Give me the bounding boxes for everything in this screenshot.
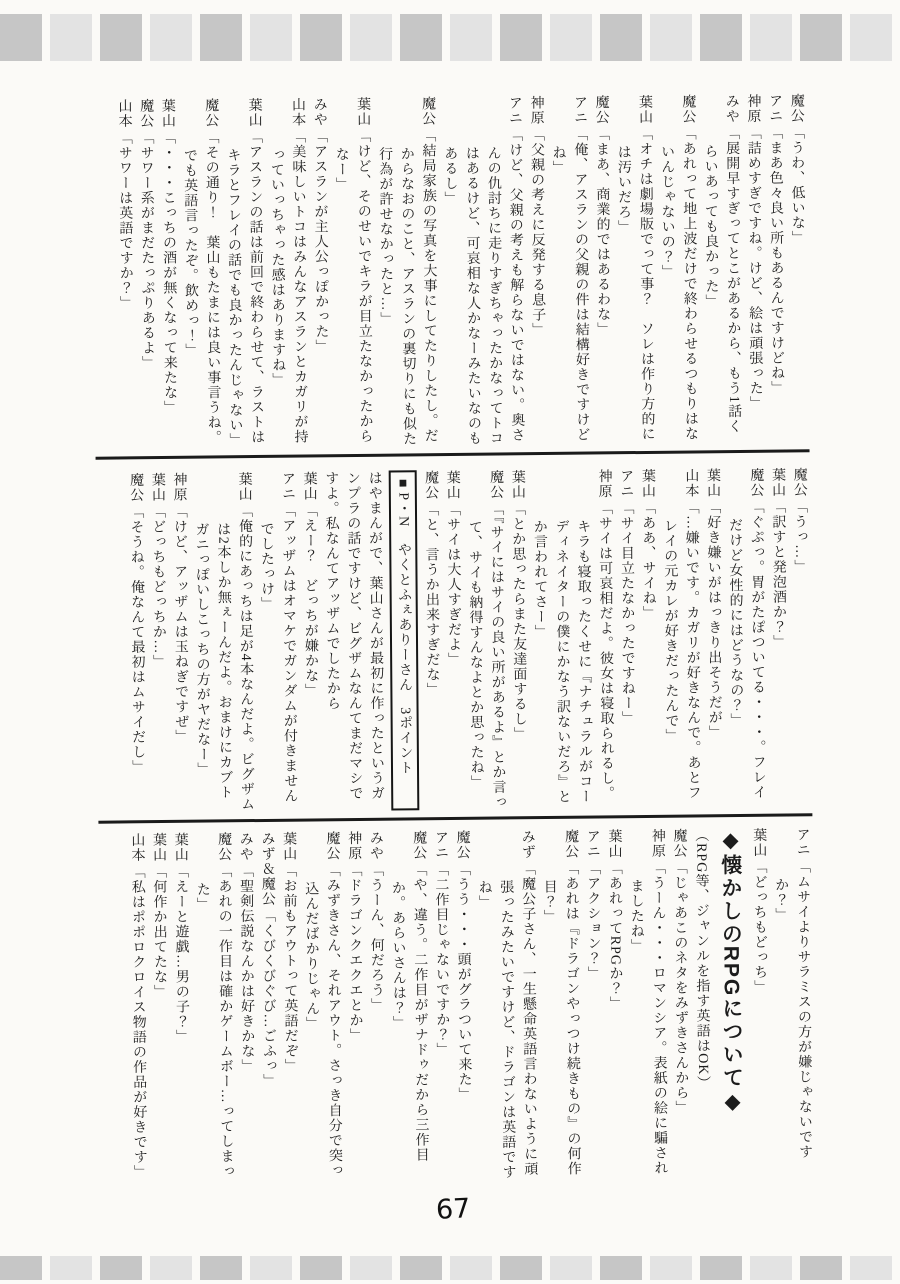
- dialogue-entry: [330, 97, 376, 447]
- dialogue-entry: [147, 832, 171, 1184]
- speaker-label: 葉山: [354, 96, 371, 127]
- dialogue-entry: [785, 93, 809, 443]
- speaker-label: アニ: [794, 827, 810, 858]
- dialogue-entry: [178, 98, 224, 448]
- speaker-label: 魔公: [671, 828, 687, 859]
- dialogue-text: 「俺、アスランの父親の件は結構好きですけどね」: [550, 126, 590, 443]
- dialogue-text: 「私はポポロクロイス物語の作品が好きです」: [129, 864, 147, 1180]
- dialogue-text: 「えー？ どっちが嫌かな」: [301, 503, 319, 699]
- dialogue-text: 「好き嫌いがはっきり出そうだが」: [705, 499, 723, 740]
- dialogue-text: 「お前もアウトって英語だぞ」: [281, 863, 298, 1074]
- speaker-label: 葉山: [606, 828, 622, 859]
- dialogue-text: 「アスランが主人公っぽかった」: [311, 128, 329, 355]
- dialogue-entry: [473, 829, 541, 1182]
- dialogue-text: 「訳すと発泡酒か？」: [770, 499, 787, 650]
- dialogue-text: 「けど、父親の考えも解らないではない。奥さんの仇討ちに走りすぎちゃったかなってトコはあるけど、可哀相な人かなーみたいなのもあるし」: [442, 127, 525, 446]
- dialogue-text: 「あれは『ドラゴンやっつけ続きもの』の何作目？」: [541, 860, 581, 1177]
- section-heading: [716, 828, 746, 1180]
- dialogue-text: 「うーん・・・ロマンシア。表紙の絵に騙されましたね」: [628, 860, 668, 1176]
- dialogue-text: 「あれって地上波だけで終わらせるつもりはないんじゃないの？」: [658, 126, 699, 442]
- dialogue-entry: [655, 94, 701, 444]
- speaker-label: アニ: [432, 830, 449, 861]
- dialogue-text: 「うう・・・頭がグラついて来た」: [454, 861, 472, 1102]
- speaker-label: みず: [519, 829, 535, 860]
- dialogue-entry: [221, 97, 267, 447]
- speaker-label: 葉山: [236, 471, 252, 502]
- dialogue-text: 「魔公子さん、一生懸命英語言わないように頑張ったみたいですけど、ドラゴンは英語ですね」: [476, 861, 538, 1180]
- dialogue-text: 「アスランの話は前回で終わらせて、ラストはキラとフレイの話でも良かったんじゃない」: [225, 129, 265, 448]
- speaker-label: 葉山: [150, 832, 167, 863]
- dialogue-block-middle: [94, 467, 813, 813]
- dialogue-text: 「みずきさん、それアウト。さっき自分で突っ込んだばかりじゃん」: [303, 862, 343, 1178]
- speaker-label: みや: [723, 93, 739, 124]
- dialogue-entry: [763, 93, 787, 443]
- dialogue-entry: [373, 96, 441, 447]
- dialogue-entry: [546, 95, 592, 445]
- pen-name-credit-box: [389, 470, 419, 810]
- dialogue-text: 「と、言うか出来すぎだな」: [423, 502, 440, 698]
- dialogue-entry: [528, 469, 617, 810]
- speaker-label: 葉山: [172, 832, 188, 863]
- speaker-label: 魔公: [563, 829, 579, 860]
- speaker-label: 山本: [116, 98, 132, 129]
- dialogue-entry: [581, 829, 605, 1181]
- section-divider-1: [96, 449, 810, 459]
- speaker-label: 魔公: [216, 831, 232, 862]
- dialogue-text: 「何作か出てたな」: [151, 864, 168, 1000]
- dialogue-text: 「じゃあこのネタをみずきさんから」: [671, 860, 689, 1116]
- dialogue-entry: [668, 828, 692, 1180]
- dialogue-entry: [788, 467, 812, 807]
- speaker-label: 葉山: [509, 469, 525, 500]
- dialogue-text: 「どっちもどっち」: [751, 859, 768, 995]
- speaker-label: 葉山: [639, 468, 656, 499]
- dialogue-entry: [525, 95, 549, 445]
- dialogue-text: 「展開早すぎってとこがあるから、もう1話くらいあっても良かった」: [702, 125, 742, 434]
- dialogue-entry: [612, 94, 658, 444]
- speaker-label: 魔公: [593, 94, 609, 125]
- dialogue-entry: [698, 94, 744, 444]
- dialogue-text: 「二作目じゃないですか？」: [433, 862, 450, 1058]
- dialogue-entry: [191, 832, 237, 1184]
- dialogue-entry: [658, 468, 704, 808]
- speaker-label: 葉山: [301, 471, 317, 502]
- speaker-label: みや: [367, 830, 384, 861]
- dialogue-text: 「あれの一作目は確かゲームボー…ってしまった」: [194, 863, 234, 1179]
- speaker-label: 山本: [129, 832, 145, 863]
- dialogue-text: 「くびくびぐび…ごふっ」: [259, 908, 277, 1089]
- speaker-label: 葉山: [444, 469, 460, 501]
- dialogue-entry: [769, 827, 815, 1179]
- dialogue-entry: [298, 471, 322, 811]
- speaker-label: 葉山: [769, 467, 786, 498]
- dialogue-entry: [614, 469, 638, 809]
- dialogue-text: 「どっちもどっちか…」: [149, 504, 167, 670]
- speaker-label: 魔公: [128, 472, 144, 503]
- section-heading: ◆懐かしのRPGについて◆: [718, 827, 744, 1116]
- dialogue-text: 「うーん、何だろう」: [368, 862, 385, 1013]
- page-number: 67: [435, 1193, 472, 1226]
- speaker-label: みず＆魔公: [259, 831, 275, 907]
- dialogue-text: 「アクション？」: [584, 860, 601, 981]
- rule-note: （RPG等、ジャンルを指す英語はOK）: [693, 827, 711, 1091]
- speaker-label: 神原: [596, 468, 612, 499]
- section-divider-2: [98, 813, 812, 823]
- dialogue-text: 「あれってRPGか？」: [606, 860, 623, 1012]
- speaker-label: 魔公: [138, 98, 154, 129]
- dialogue-entry: [429, 830, 453, 1182]
- dialogue-entry: [189, 472, 257, 813]
- speaker-label: みや: [311, 96, 327, 128]
- dialogue-text: 「ああ、サイね」: [640, 500, 657, 621]
- dialogue-entry: [265, 97, 311, 447]
- dialogue-text: 「ムサイよりサラミスの方が嫌じゃないですか？」: [773, 859, 813, 1160]
- dialogue-entry: [624, 828, 670, 1180]
- dialogue-entry: [603, 829, 627, 1181]
- speaker-label: 魔公: [791, 467, 807, 498]
- speaker-label: 葉山: [246, 97, 262, 128]
- dialogue-entry: [169, 832, 193, 1184]
- speaker-label: 神原: [171, 472, 187, 503]
- speaker-label: 魔公: [324, 830, 340, 861]
- speaker-label: 魔公: [203, 97, 219, 128]
- dialogue-entry: [256, 831, 280, 1183]
- speaker-label: アニ: [767, 93, 783, 124]
- speaker-label: 神原: [346, 830, 362, 861]
- dialogue-entry: [168, 472, 192, 812]
- dialogue-entry: [299, 831, 345, 1183]
- reader-letter-text: [320, 471, 388, 812]
- dialogue-text: 「とか思ったらまた友達面するし」: [509, 501, 527, 742]
- dialogue-text: 「サイは可哀相だよ。彼女は寝取られるし。キラも寝取ったくせに『ナチュラルがコーディネイターの僕にかなう訳ないだろ』とか言われてさー」: [531, 500, 615, 804]
- dialogue-text: 「・・・こっちの酒が無くなって来たな」: [160, 130, 178, 416]
- speaker-label: 葉山: [636, 94, 653, 125]
- dialogue-entry: [723, 468, 769, 808]
- dialogue-entry: [419, 470, 443, 810]
- speaker-label: 魔公: [788, 93, 804, 124]
- dialogue-entry: [742, 94, 766, 444]
- dialogue-entry: [538, 829, 584, 1181]
- dialogue-text: 「父親の考えに反発する息子」: [528, 127, 546, 338]
- dialogue-entry: [451, 830, 475, 1182]
- dialogue-text: 「アッザムはオマケでガンダムが付きませんでしたっけ」: [258, 503, 298, 804]
- dialogue-entry: [124, 472, 148, 812]
- dialogue-entry: [113, 98, 137, 448]
- dialogue-text: 「サワー系がまだたっぷりあるよ」: [138, 130, 156, 371]
- dialogue-text: 「『サイにはサイの良い所があるよ』とか言って、サイも納得すんなよとか思ったね」: [466, 501, 506, 810]
- dialogue-entry: [506, 469, 530, 809]
- speaker-label: アニ: [571, 94, 588, 126]
- speaker-label: 魔公: [748, 467, 764, 498]
- dialogue-entry: [156, 98, 180, 448]
- speaker-label: 葉山: [159, 98, 176, 129]
- dialogue-text: 「ドラゴンクエクエとか」: [346, 862, 363, 1043]
- speaker-label: アニ: [584, 828, 600, 859]
- dialogue-text: 「サイ目立たなかったですねー」: [618, 500, 636, 726]
- checker-border-bottom: [0, 1256, 900, 1280]
- speaker-label: 魔公: [422, 470, 439, 501]
- speaker-label: 神原: [745, 93, 761, 124]
- dialogue-text: 「ぐぷっ。胃がたぽついてる・・・。フレイだけど女性的にはどうなの？」: [726, 499, 766, 800]
- dialogue-text: 「えーと遊戯…男の子？」: [172, 864, 190, 1045]
- dialogue-entry: [701, 468, 725, 808]
- dialogue-text: 「サイは大人すぎだよ」: [444, 501, 462, 668]
- dialogue-block-top: [91, 93, 810, 449]
- dialogue-text: 「けど、そのせいでキラが目立たなかったからなー」: [333, 128, 373, 444]
- dialogue-text: 「結局家族の写真を大事にしてたりしたし。だからなおのこと、アスランの裏切りにも似た行為が許せなかったと…」: [377, 128, 438, 447]
- dialogue-entry: [277, 831, 301, 1183]
- dialogue-text: 「そうね。俺なんて最初はムサイだし」: [128, 504, 146, 775]
- speaker-label: アニ: [618, 468, 634, 499]
- dialogue-text: 「うっ…」: [791, 499, 808, 575]
- dialogue-entry: [146, 472, 170, 812]
- dialogue-text: 「まあ、商業的ではあるわな」: [593, 126, 611, 337]
- dialogue-entry: [254, 471, 300, 811]
- dialogue-entry: [590, 95, 614, 445]
- dialogue-entry: [441, 470, 465, 810]
- speaker-label: アニ: [279, 471, 296, 502]
- speaker-label: みや: [237, 831, 253, 862]
- dialogue-text: 「うわ、低いな」: [788, 125, 805, 246]
- speaker-label: 魔公: [454, 829, 470, 860]
- dialogue-entry: [747, 827, 771, 1179]
- speaker-label: 魔公: [680, 94, 696, 125]
- dialogue-entry: [308, 97, 332, 447]
- dialogue-entry: [766, 467, 790, 807]
- dialogue-block-bottom: [97, 827, 816, 1185]
- dialogue-text: 「その通り！ 葉山もたまには良い事言うね。でも英語言ったぞ。飲めっ！」: [181, 129, 221, 445]
- dialogue-entry: [438, 95, 527, 446]
- pen-name-credit-box: ■P・N やくとふぇありーさん 3ポイント: [395, 476, 413, 776]
- dialogue-text: 「や、違う。二作目がザナドゥだから三作目か。あらいさんは？」: [389, 862, 429, 1163]
- speaker-label: 魔公: [420, 96, 436, 127]
- speaker-label: 山本: [683, 468, 699, 499]
- dialogue-text: 「けど、アッザムは玉ねぎですぜ」: [171, 504, 189, 745]
- dialogue-text: 「俺的にあっちは足が4本なんだよ。ビグザムは2本しか無ぇーんだよ。おまけにカブトガニっぽいしこっちの方がヤだなー」: [193, 503, 255, 812]
- dialogue-text: 「サワーは英語ですか？」: [116, 130, 134, 311]
- speaker-label: 神原: [528, 95, 544, 126]
- dialogue-entry: [386, 830, 432, 1182]
- dialogue-text: 「美味しいトコはみんなアスランとカガリが持っていっちゃった感はありますね」: [268, 129, 308, 445]
- dialogue-entry: [126, 832, 150, 1184]
- dialogue-text: 「オチは劇場版でって事？ ソレは作り方的には汚いだろ」: [615, 126, 655, 442]
- dialogue-text: 「まあ色々良い所もあるんですけどね」: [767, 125, 785, 396]
- dialogue-text: 「…嫌いです。カガリが好きなんで。あとフレイの元カレが好きだったんで」: [661, 500, 701, 801]
- dialogue-entry: [463, 470, 509, 810]
- speaker-label: 山本: [289, 97, 306, 128]
- dialogue-entry: [342, 831, 366, 1183]
- speaker-label: 葉山: [751, 827, 767, 858]
- speaker-label: 葉山: [149, 472, 165, 503]
- dialogue-entry: [636, 468, 660, 808]
- speaker-label: 魔公: [488, 469, 504, 500]
- dialogue-entry: [234, 832, 258, 1184]
- rule-note: [689, 828, 713, 1180]
- speaker-label: アニ: [506, 95, 523, 126]
- dialogue-entry: [134, 98, 158, 448]
- speaker-label: 葉山: [281, 831, 297, 862]
- reader-letter-text: はやまんがで、葉山さんが最初に作ったというガンプラの話ですけど、ビグザムなんてまだマシですよ。私なんてアッザムでしたから: [323, 470, 385, 801]
- dialogue-text: 「詰めすぎですね。けど、絵は頑張った」: [745, 125, 763, 411]
- speaker-label: 葉山: [704, 467, 721, 498]
- speaker-label: 神原: [649, 828, 665, 859]
- dialogue-text: 「聖剣伝説なんかは好きかな」: [237, 863, 255, 1074]
- speaker-label: 魔公: [411, 830, 427, 861]
- dialogue-entry: [364, 831, 388, 1183]
